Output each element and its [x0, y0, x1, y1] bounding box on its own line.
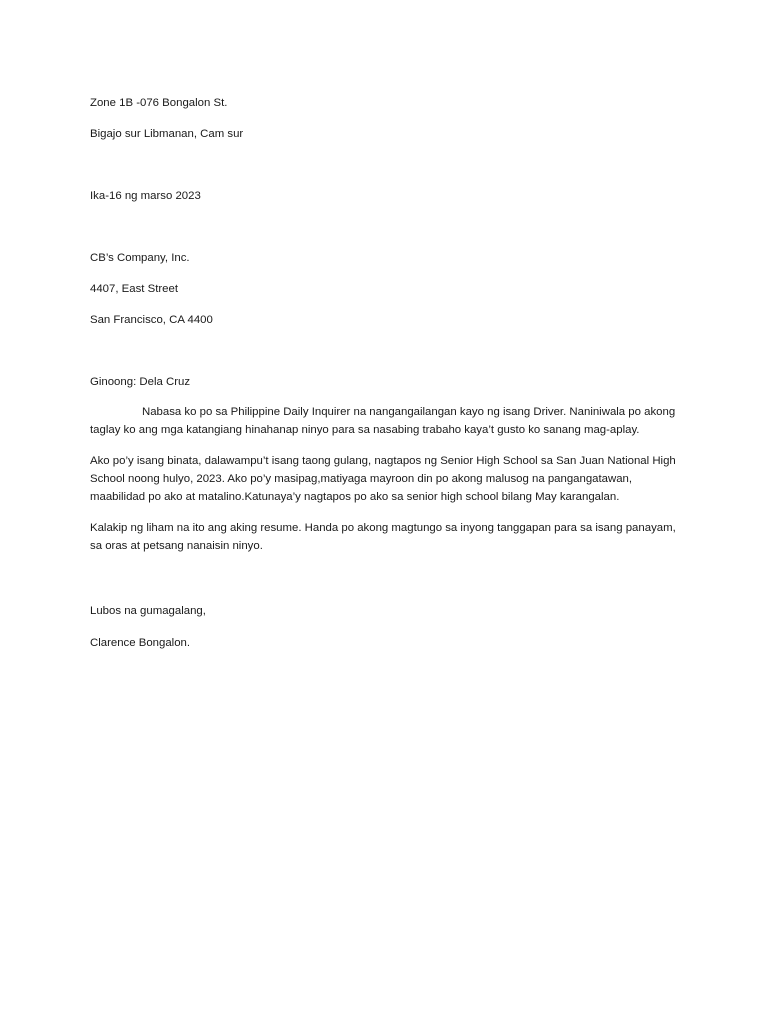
sender-address-line1: Zone 1B -076 Bongalon St.: [90, 97, 228, 109]
paragraph-line: Kalakip ng liham na ito ang aking resume. Handa po akong magtungo sa inyong tanggapan para sa isang panayam,: [90, 522, 676, 534]
closing: Lubos na gumagalang,: [90, 605, 206, 617]
paragraph-line: Ako po’y isang binata, dalawampu’t isang taong gulang, nagtapos ng Senior High School sa San Juan National High: [90, 455, 676, 467]
sender-address-line2: Bigajo sur Libmanan, Cam sur: [90, 128, 244, 140]
body-paragraph-1: [90, 403, 680, 439]
body-paragraph-3: [90, 519, 680, 555]
recipient-city: San Francisco, CA 4400: [90, 314, 213, 326]
signature-name: Clarence Bongalon.: [90, 637, 191, 649]
paragraph-line: sa oras at petsang nanaisin ninyo.: [90, 540, 263, 552]
paragraph-line: Nabasa ko po sa Philippine Daily Inquirer na nangangailangan kayo ng isang Driver. Naniniwala po akong: [142, 406, 676, 418]
paragraph-line: taglay ko ang mga katangiang hinahanap ninyo para sa nasabing trabaho kaya’t gusto ko sanang mag-aplay.: [90, 424, 640, 436]
paragraph-line: maabilidad po ako at matalino.Katunaya’y nagtapos po ako sa senior high school bilang May karangalan.: [90, 491, 620, 503]
letter-date: Ika-16 ng marso 2023: [90, 190, 201, 202]
paragraph-line: School noong hulyo, 2023. Ako po’y masipag,matiyaga mayroon din po akong malusog na pangangatawan,: [90, 473, 633, 485]
recipient-company: CB’s Company, Inc.: [90, 252, 190, 264]
salutation: Ginoong: Dela Cruz: [90, 376, 191, 388]
body-paragraph-2: [90, 452, 680, 506]
recipient-street: 4407, East Street: [90, 283, 179, 295]
